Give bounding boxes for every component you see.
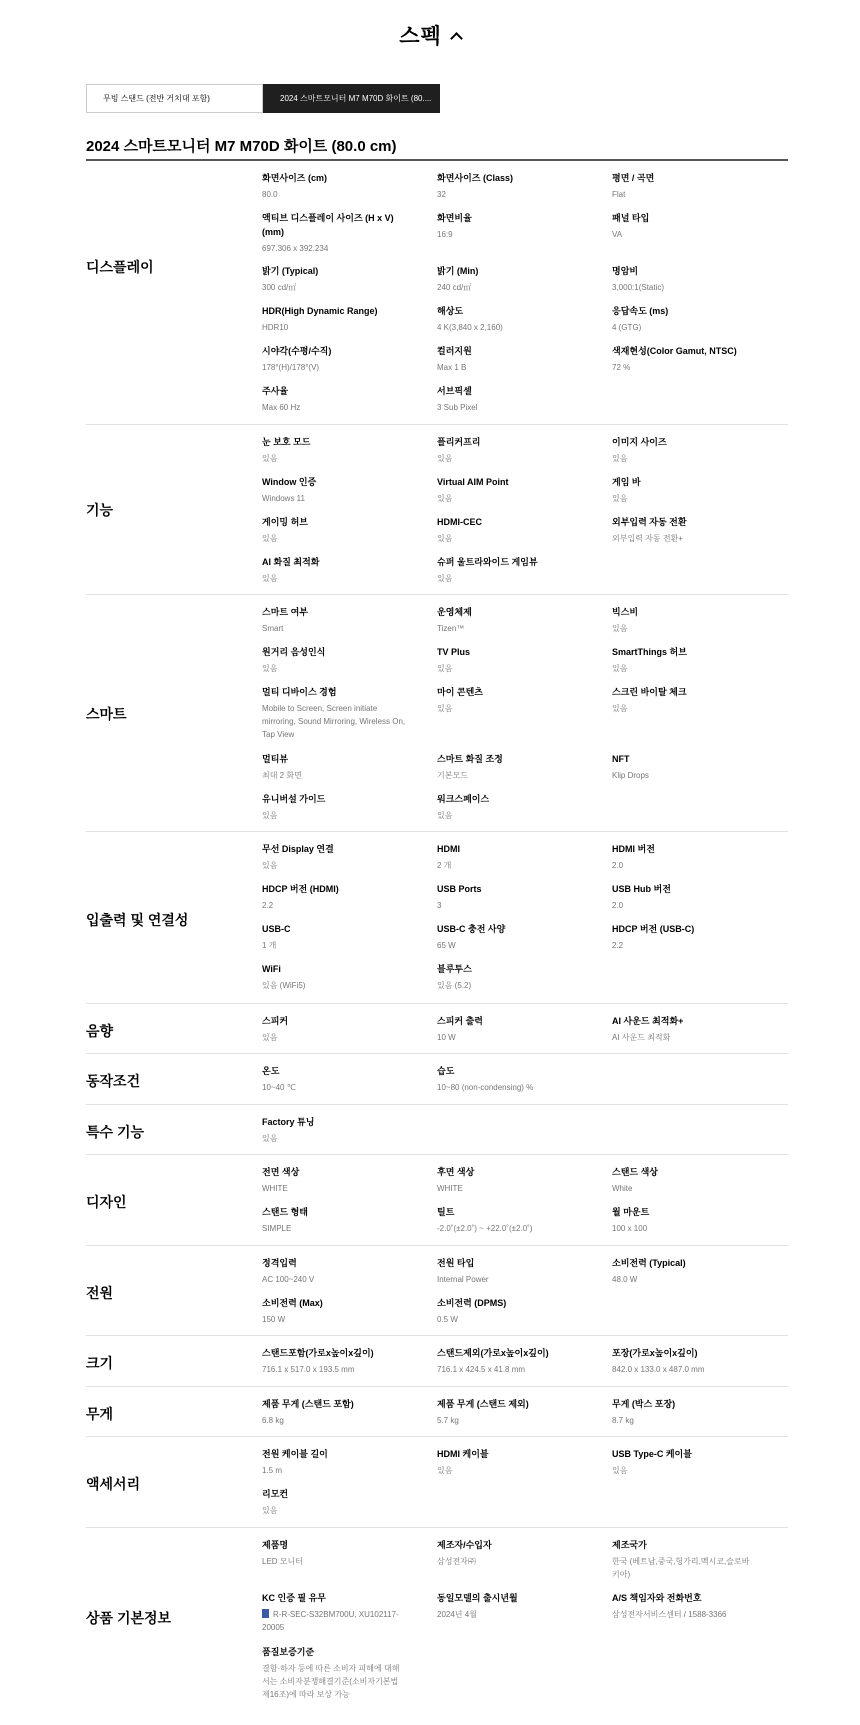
spec-value: 2.0 [612,901,624,910]
spec-value: Max 60 Hz [262,403,301,412]
spec-item [262,1645,402,1701]
spec-value: 80.0 [262,190,278,199]
spec-value: 8.7 kg [612,1416,634,1425]
spec-label: 컬러지원 [437,346,472,356]
spec-label: 후면 색상 [437,1167,475,1177]
spec-label: 눈 보호 모드 [262,437,311,447]
spec-label: 소비전력 (Max) [262,1298,323,1308]
spec-label: HDR(High Dynamic Range) [262,306,378,316]
spec-item [437,752,597,782]
spec-label: 응답속도 (ms) [612,306,669,316]
spec-label: 소비전력 (DPMS) [437,1298,507,1308]
spec-label: Virtual AIM Point [437,477,509,487]
spec-item [437,1205,597,1235]
spec-value: 있음 [437,454,453,463]
section-power [86,1246,788,1336]
spec-item [612,435,772,465]
spec-item [612,344,788,374]
spec-value: 있음 [262,454,278,463]
spec-item [262,842,422,872]
spec-label: 전원 케이블 길이 [262,1449,328,1459]
spec-value: 외부입력 자동 전환+ [612,534,683,543]
spec-value: 있음 [437,704,453,713]
spec-item [437,1447,597,1477]
spec-value: WHITE [437,1184,463,1193]
spec-value: 240 cd/㎡ [437,283,472,292]
spec-value: AI 사운드 최적화 [612,1033,671,1042]
spec-sections [86,161,788,1723]
spec-value: 5.7 kg [437,1416,459,1425]
spec-value: 있음 [262,811,278,820]
spec-label: 화면사이즈 (cm) [262,173,327,183]
spec-value: 3 [437,901,442,910]
spec-label: 게임 바 [612,477,641,487]
spec-label: 제품 무게 (스탠드 제외) [437,1399,529,1409]
section-title: 디스플레이 [86,259,154,275]
spec-label: 스탠드 형태 [262,1207,308,1217]
spec-item [262,1115,422,1145]
spec-item [262,304,422,334]
spec-value: 100 x 100 [612,1224,648,1233]
spec-label: 운영체제 [437,607,472,617]
spec-item [262,1346,422,1376]
spec-value: 697.306 x 392.234 [262,244,329,253]
spec-value: 3 Sub Pixel [437,403,478,412]
spec-item [262,1064,422,1094]
spec-item [437,171,597,201]
spec-label: HDMI 버전 [612,844,655,854]
model-tabs [86,84,440,113]
spec-label: HDMI [437,844,460,854]
spec-label: AI 화질 최적화 [262,557,320,567]
spec-item [262,1538,422,1568]
spec-value: 최대 2 화면 [262,771,302,780]
spec-label: 블루투스 [437,964,472,974]
section-basic-info [86,1528,788,1723]
spec-item [612,264,772,294]
spec-value: 결함·하자 등에 따른 소비자 피해에 대해서는 소비자분쟁해결기준(소비자기본법 제16조)에 따라 보상 가능 [262,1664,400,1699]
spec-value: 2.2 [612,941,624,950]
spec-item [262,605,422,635]
spec-value: 32 [437,190,446,199]
spec-label: Factory 튜닝 [262,1117,315,1127]
spec-item [262,752,422,782]
spec-label: 밝기 (Min) [437,266,479,276]
spec-value: Max 1 B [437,363,467,372]
spec-label: WiFi [262,964,281,974]
spec-value: Windows 11 [262,494,305,503]
spec-value: LED 모니터 [262,1557,303,1566]
spec-label: USB-C 충전 사양 [437,924,506,934]
spec-value: Smart [262,624,284,633]
section-audio [86,1004,788,1054]
spec-value: 300 cd/㎡ [262,283,297,292]
spec-title[interactable]: 스펙 [399,25,442,48]
spec-label: 유니버설 가이드 [262,794,326,804]
section-title: 디자인 [86,1194,127,1210]
spec-item [437,1165,597,1195]
spec-label: 멀티뷰 [262,754,289,764]
spec-item [262,264,422,294]
spec-label: HDMI-CEC [437,517,482,527]
spec-label: 워크스페이스 [437,794,490,804]
spec-label: 제품 무게 (스탠드 포함) [262,1399,354,1409]
spec-value: 2 개 [437,861,452,870]
spec-value: 있음 [262,861,278,870]
spec-item [612,1397,772,1427]
spec-label: 명암비 [612,266,639,276]
spec-item [612,1591,788,1621]
spec-item [262,882,422,912]
spec-value: 16:9 [437,230,453,239]
spec-label: NFT [612,754,630,764]
spec-item [437,1064,597,1094]
spec-label: AI 사운드 최적화+ [612,1016,684,1026]
spec-value: 150 W [262,1315,286,1324]
section-title: 입출력 및 연결성 [86,912,189,928]
spec-item [262,555,422,585]
spec-label: 정격입력 [262,1258,297,1268]
spec-label: 스피커 [262,1016,289,1026]
spec-label: 전원 타입 [437,1258,475,1268]
spec-label: 플리커프리 [437,437,481,447]
spec-value: 10 W [437,1033,456,1042]
spec-item [437,344,597,374]
spec-value: 10~80 (non-condensing) % [437,1083,534,1092]
spec-item [262,1591,407,1634]
spec-value: VA [612,230,623,239]
spec-value: WHITE [262,1184,288,1193]
spec-item [612,685,772,715]
spec-label: 서브픽셀 [437,386,472,396]
spec-value: 6.8 kg [262,1416,284,1425]
spec-item [437,304,597,334]
spec-label: 포장(가로x높이x깊이) [612,1348,698,1358]
spec-value: 1.5 m [262,1466,283,1475]
spec-value: 있음 [612,624,628,633]
tab-m70d-white[interactable]: 2024 스마트모니터 M7 M70D 화이트 (80.... [263,84,440,113]
spec-label: 틸트 [437,1207,455,1217]
spec-value: 있음 [612,1466,628,1475]
spec-label: HDCP 버전 (USB-C) [612,924,695,934]
spec-value: 기본모드 [437,771,468,780]
spec-item [612,1346,772,1376]
spec-item [262,1205,422,1235]
spec-label: 스탠드 색상 [612,1167,658,1177]
spec-value: -2.0˚(±2.0˚) ~ +22.0˚(±2.0˚) [437,1224,533,1233]
spec-item [612,304,772,334]
spec-item [612,475,772,505]
spec-value: 있음 [262,664,278,673]
spec-item [612,882,772,912]
spec-value: 있음 (5.2) [437,981,472,990]
spec-label: 멀티 디바이스 경험 [262,687,337,697]
spec-value: 4 K(3,840 x 2,160) [437,323,503,332]
spec-value: Internal Power [437,1275,489,1284]
spec-value: AC 100~240 V [262,1275,315,1284]
spec-value: 2024년 4월 [437,1610,477,1619]
spec-label: 온도 [262,1066,280,1076]
spec-label: HDMI 케이블 [437,1449,489,1459]
spec-label: USB Hub 버전 [612,884,671,894]
spec-value: 0.5 W [437,1315,458,1324]
spec-value: 178°(H)/178°(V) [262,363,320,372]
section-title: 스마트 [86,706,127,722]
spec-label: KC 인증 필 유무 [262,1593,326,1603]
spec-label: Window 인증 [262,477,317,487]
spec-value: 있음 [262,534,278,543]
section-accessory [86,1437,788,1528]
spec-value: 1 개 [262,941,277,950]
spec-item [612,1165,772,1195]
spec-label: USB Type-C 케이블 [612,1449,692,1459]
spec-label: 소비전력 (Typical) [612,1258,686,1268]
spec-value: HDR10 [262,323,289,332]
kc-mark-icon [262,1609,269,1618]
spec-item [262,171,422,201]
product-title: 2024 스마트모니터 M7 M70D 화이트 (80.0 cm) [86,138,397,155]
spec-item [262,792,422,822]
spec-item [612,1205,772,1235]
spec-value: Tizen™ [437,624,465,633]
spec-item [262,435,422,465]
section-title: 전원 [86,1285,114,1301]
spec-value: 삼성전자㈜ [437,1557,476,1566]
spec-item [437,515,597,545]
spec-value: 842.0 x 133.0 x 487.0 mm [612,1365,705,1374]
spec-label: 화면비율 [437,213,472,223]
spec-item [262,384,422,414]
spec-item [612,752,772,782]
spec-item [437,1014,597,1044]
spec-item [262,1165,422,1195]
spec-label: 제품명 [262,1540,289,1550]
spec-value: 있음 [262,574,278,583]
spec-item [612,1447,772,1477]
spec-item [437,842,597,872]
spec-item [437,264,597,294]
kc-cert-number: R-R-SEC-S32BM700U, XU102117-20005 [262,1610,399,1632]
section-title: 기능 [86,502,114,518]
section-size [86,1336,788,1387]
spec-label: 패널 타입 [612,213,650,223]
section-feature [86,425,788,595]
spec-label: A/S 책임자와 전화번호 [612,1593,702,1603]
spec-item [437,1397,597,1427]
spec-value: 72 % [612,363,631,372]
spec-item [262,1487,422,1517]
spec-label: 품질보증기준 [262,1647,315,1657]
spec-value: Klip Drops [612,771,649,780]
spec-label: 월 마운트 [612,1207,650,1217]
spec-value: 있음 [437,494,453,503]
spec-item [437,211,597,241]
section-title: 액세서리 [86,1476,141,1492]
section-smart [86,595,788,832]
spec-item [437,792,597,822]
spec-label: 슈퍼 울트라와이드 게임뷰 [437,557,538,567]
section-title: 음향 [86,1023,114,1039]
spec-value: 삼성전자서비스센터 / 1588-3366 [612,1610,727,1619]
section-weight [86,1387,788,1437]
spec-label: 제조자/수입자 [437,1540,492,1550]
spec-value: 있음 [262,1033,278,1042]
spec-item [612,211,772,241]
spec-item [612,171,772,201]
spec-item [262,211,402,255]
spec-item [612,515,772,545]
spec-value: 716.1 x 517.0 x 193.5 mm [262,1365,355,1374]
spec-value: 2.2 [262,901,274,910]
spec-value: 3,000:1(Static) [612,283,665,292]
spec-item [262,1256,422,1286]
spec-label: 평면 / 곡면 [612,173,655,183]
spec-item [262,1447,422,1477]
spec-value: 있음 [612,494,628,503]
spec-value: 한국 (베트남,중국,헝가리,멕시코,슬로바키아) [612,1557,750,1579]
spec-item [437,685,597,715]
spec-label: 해상도 [437,306,464,316]
section-design [86,1155,788,1246]
spec-label: 무선 Display 연결 [262,844,334,854]
spec-item [437,555,597,585]
spec-item [437,1296,597,1326]
spec-label: 밝기 (Typical) [262,266,319,276]
spec-item [437,605,597,635]
spec-item [612,1538,752,1581]
spec-item [262,1014,422,1044]
spec-item [437,1591,597,1621]
spec-item [612,842,772,872]
section-operating [86,1054,788,1105]
spec-label: 스탠드제외(가로x높이x깊이) [437,1348,549,1358]
spec-item [262,1397,422,1427]
spec-header[interactable] [0,0,860,70]
spec-item [262,962,422,992]
spec-value: Mobile to Screen, Screen initiate mirroring, Sound Mirroring, Wireless On, Tap View [262,704,406,739]
spec-label: 스마트 여부 [262,607,308,617]
spec-item [262,1296,422,1326]
spec-value: 있음 [437,664,453,673]
spec-label: 화면사이즈 (Class) [437,173,513,183]
spec-value: White [612,1184,633,1193]
spec-value: Flat [612,190,626,199]
spec-item [612,1256,772,1286]
spec-label: 스크린 바이탈 체크 [612,687,687,697]
spec-value: 4 (GTG) [612,323,642,332]
section-title: 특수 기능 [86,1124,144,1140]
spec-item [612,922,772,952]
spec-value: 있음 [437,574,453,583]
spec-item [262,475,422,505]
spec-item [437,1256,597,1286]
spec-value: 있음 (WiFi5) [262,981,306,990]
spec-value: 10~40 ℃ [262,1083,296,1092]
spec-value: 있음 [437,534,453,543]
spec-label: 게이밍 허브 [262,517,308,527]
section-special [86,1105,788,1155]
spec-label: TV Plus [437,647,471,657]
spec-item [437,475,597,505]
spec-label: HDCP 버전 (HDMI) [262,884,339,894]
spec-item [262,515,422,545]
spec-label: 스탠드포함(가로x높이x깊이) [262,1348,374,1358]
spec-value: 있음 [437,1466,453,1475]
section-title: 동작조건 [86,1073,141,1089]
tab-moving-stand[interactable]: 무빙 스탠드 (전반 거치대 포함) [86,84,263,113]
spec-label: 원거리 음성인식 [262,647,326,657]
spec-label: 이미지 사이즈 [612,437,667,447]
spec-item [612,1014,772,1044]
spec-value: 2.0 [612,861,624,870]
spec-label: 마이 콘텐츠 [437,687,483,697]
spec-item [437,645,597,675]
spec-item [262,922,422,952]
spec-value: 있음 [612,704,628,713]
section-title: 상품 기본정보 [86,1610,172,1626]
section-display [86,161,788,425]
spec-label: USB-C [262,924,291,934]
spec-item [437,922,597,952]
spec-label: 무게 (박스 포장) [612,1399,676,1409]
spec-value: 716.1 x 424.5 x 41.8 mm [437,1365,526,1374]
spec-label: 빅스비 [612,607,639,617]
spec-value: 있음 [437,811,453,820]
spec-label: 시야각(수평/수직) [262,346,332,356]
spec-value [262,1608,407,1634]
spec-label: 제조국가 [612,1540,647,1550]
spec-value: 65 W [437,941,456,950]
spec-label: 스마트 화질 조정 [437,754,503,764]
spec-label: 전면 색상 [262,1167,300,1177]
spec-label: USB Ports [437,884,482,894]
spec-value: 48.0 W [612,1275,638,1284]
spec-value: 있음 [612,454,628,463]
spec-label: 습도 [437,1066,455,1076]
chevron-up-icon[interactable] [450,32,463,45]
spec-item [262,645,422,675]
spec-item [262,685,407,741]
spec-value: 있음 [612,664,628,673]
spec-value: 있음 [262,1506,278,1515]
spec-label: 스피커 출력 [437,1016,483,1026]
spec-label: 리모컨 [262,1489,289,1499]
section-title: 무게 [86,1406,114,1422]
spec-item [437,962,597,992]
spec-item [437,882,597,912]
spec-item [612,605,772,635]
section-io [86,832,788,1004]
spec-label: 외부입력 자동 전환 [612,517,687,527]
spec-item [262,344,422,374]
spec-label: 주사율 [262,386,289,396]
section-title: 크기 [86,1355,114,1371]
spec-item [437,384,597,414]
spec-item [437,1538,597,1568]
spec-value: 있음 [262,1134,278,1143]
spec-item [437,1346,597,1376]
spec-value: SIMPLE [262,1224,292,1233]
spec-label: 동일모델의 출시년월 [437,1593,518,1603]
spec-item [612,645,772,675]
spec-label: 색재현성(Color Gamut, NTSC) [612,346,737,356]
spec-label: 액티브 디스플레이 사이즈 (H x V) (mm) [262,213,394,237]
spec-item [437,435,597,465]
spec-label: SmartThings 허브 [612,647,687,657]
